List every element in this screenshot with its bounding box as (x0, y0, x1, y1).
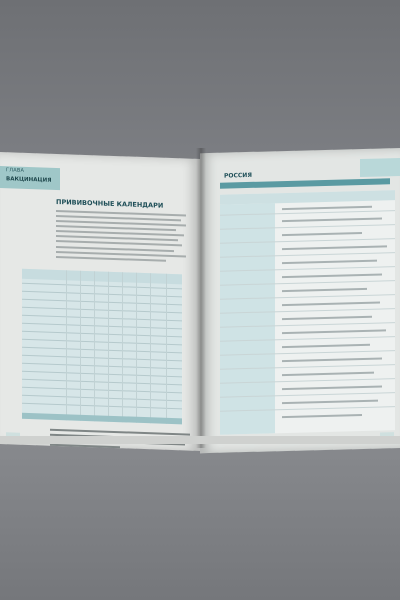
section-heading-right: РОССИЯ (224, 171, 252, 180)
table-header (22, 269, 182, 285)
table-header (220, 190, 395, 205)
table-footer-row (22, 413, 182, 425)
page-edges (0, 436, 400, 444)
open-book (0, 140, 400, 450)
chapter-tab (0, 166, 60, 190)
book-gutter (196, 148, 206, 448)
age-column (220, 203, 275, 434)
russia-schedule-table (220, 190, 395, 435)
chapter-title: ВАКЦИНАЦИЯ (6, 176, 52, 184)
left-page (0, 152, 200, 451)
section-heading-left: ПРИВИВОЧНЫЕ КАЛЕНДАРИ (56, 197, 164, 210)
vaccination-table (22, 269, 182, 425)
chapter-label: ГЛАВА (6, 167, 25, 174)
right-page (200, 148, 400, 453)
right-corner-tab (360, 158, 400, 177)
left-body-text (0, 152, 200, 159)
heading-rule (220, 178, 390, 188)
